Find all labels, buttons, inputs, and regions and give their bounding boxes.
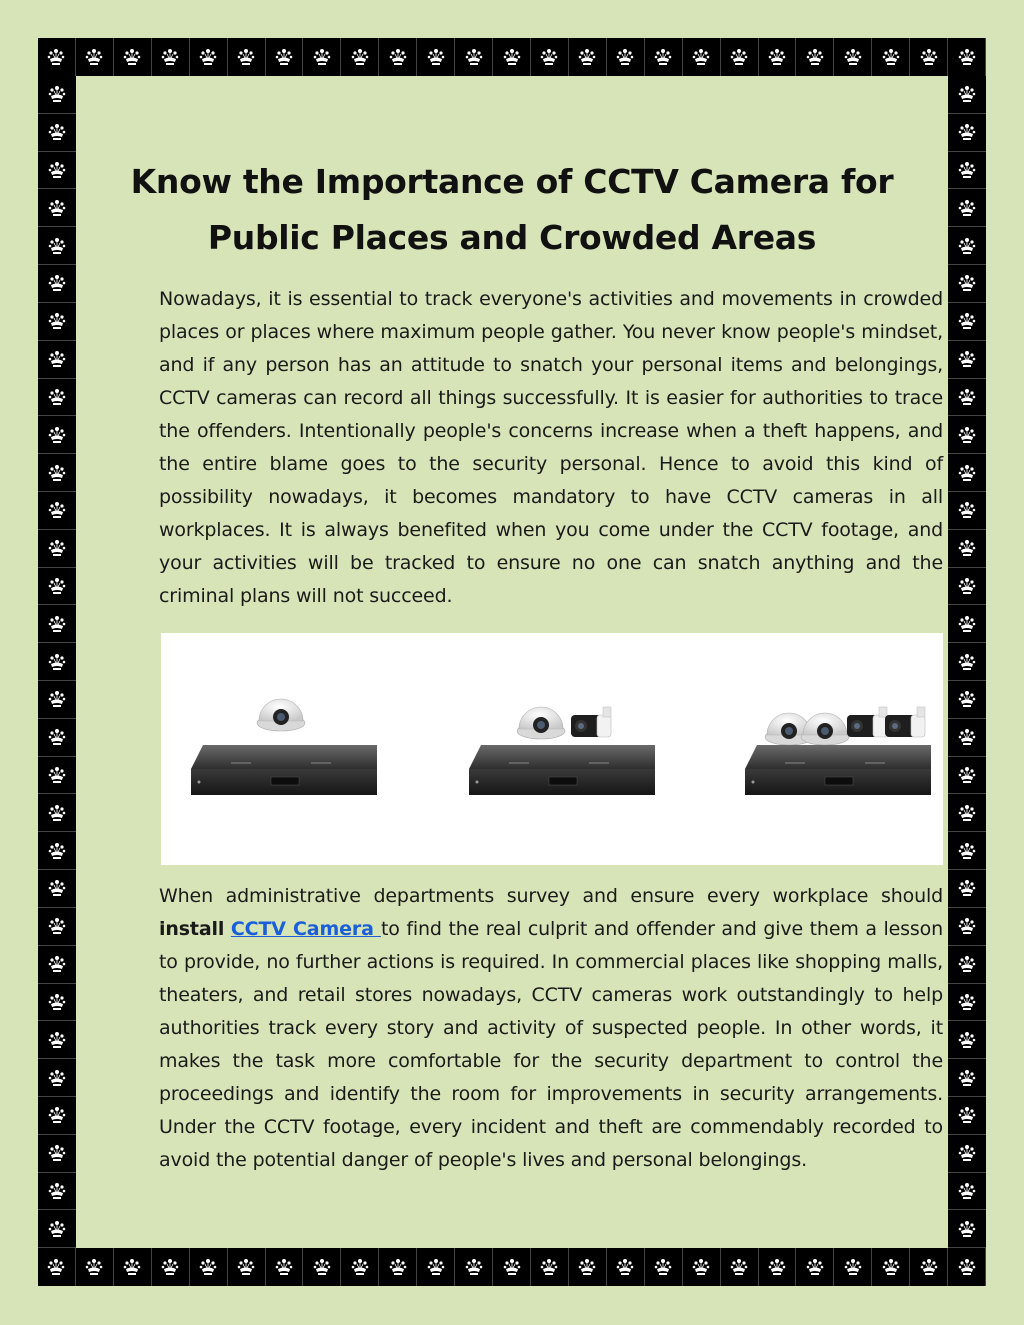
ornamental-flower-icon — [948, 454, 986, 492]
border-bottom — [38, 1248, 986, 1286]
cctv-dvr-kits-image — [161, 633, 943, 865]
ornamental-flower-icon — [834, 38, 872, 76]
page-title — [76, 154, 948, 266]
paragraph-install-intro: When administrative departments survey and ensure every workplace should — [159, 885, 943, 907]
paragraph-install-rest: to find the real culprit and offender and give them a lesson to provide, no further actions is required. In commercial places like shopping malls, theaters, and retail stores nowadays, CCTV cameras work outstandingly to help authorities track every story and activity of suspected people. In other words, it makes the task more comfortable for the security department to control the proceedings and identify the room for improvements in security arrangements. Under the CCTV footage, every incident and theft are commendably recorded to avoid the potential danger of people's lives and personal belongings. — [159, 918, 943, 1171]
ornamental-flower-icon — [948, 1135, 986, 1173]
ornamental-flower-icon — [948, 832, 986, 870]
ornamental-flower-icon — [834, 1248, 872, 1286]
ornamental-flower-icon — [38, 1097, 76, 1135]
ornamental-flower-icon — [341, 38, 379, 76]
ornamental-flower-icon — [948, 719, 986, 757]
ornamental-flower-icon — [38, 38, 76, 76]
ornamental-flower-icon — [948, 227, 986, 265]
ornamental-flower-icon — [38, 1135, 76, 1173]
border-top — [38, 38, 986, 76]
ornamental-flower-icon — [38, 1210, 76, 1248]
border-right — [948, 76, 986, 1248]
ornamental-flower-icon — [38, 114, 76, 152]
ornamental-flower-icon — [152, 1248, 190, 1286]
ornamental-flower-icon — [152, 38, 190, 76]
ornamental-flower-icon — [948, 530, 986, 568]
ornamental-flower-icon — [721, 38, 759, 76]
ornamental-flower-icon — [38, 265, 76, 303]
ornamental-flower-icon — [759, 38, 797, 76]
ornamental-flower-icon — [38, 341, 76, 379]
ornamental-flower-icon — [796, 1248, 834, 1286]
ornamental-flower-icon — [417, 38, 455, 76]
ornamental-flower-icon — [38, 643, 76, 681]
ornamental-flower-icon — [76, 38, 114, 76]
ornamental-flower-icon — [493, 1248, 531, 1286]
ornamental-flower-icon — [948, 303, 986, 341]
ornamental-flower-icon — [721, 1248, 759, 1286]
ornamental-flower-icon — [948, 76, 986, 114]
ornamental-flower-icon — [38, 492, 76, 530]
ornamental-flower-icon — [948, 189, 986, 227]
cctv-kits-photo — [161, 633, 943, 865]
ornamental-flower-icon — [38, 1248, 76, 1286]
ornamental-flower-icon — [38, 681, 76, 719]
ornamental-flower-icon — [948, 416, 986, 454]
ornamental-flower-icon — [190, 1248, 228, 1286]
ornamental-flower-icon — [872, 1248, 910, 1286]
ornamental-flower-icon — [417, 1248, 455, 1286]
ornamental-flower-icon — [38, 719, 76, 757]
ornamental-flower-icon — [948, 605, 986, 643]
ornamental-flower-icon — [948, 757, 986, 795]
ornamental-flower-icon — [38, 946, 76, 984]
ornamental-flower-icon — [38, 605, 76, 643]
decorative-border — [38, 38, 986, 1286]
ornamental-flower-icon — [948, 946, 986, 984]
ornamental-flower-icon — [948, 492, 986, 530]
ornamental-flower-icon — [569, 1248, 607, 1286]
border-left — [38, 76, 76, 1248]
install-word: install — [159, 918, 225, 940]
ornamental-flower-icon — [38, 908, 76, 946]
ornamental-flower-icon — [948, 984, 986, 1022]
ornamental-flower-icon — [948, 1210, 986, 1248]
ornamental-flower-icon — [645, 1248, 683, 1286]
ornamental-flower-icon — [455, 1248, 493, 1286]
ornamental-flower-icon — [38, 303, 76, 341]
ornamental-flower-icon — [910, 1248, 948, 1286]
ornamental-flower-icon — [531, 38, 569, 76]
ornamental-flower-icon — [76, 1248, 114, 1286]
ornamental-flower-icon — [948, 794, 986, 832]
ornamental-flower-icon — [948, 1097, 986, 1135]
ornamental-flower-icon — [38, 870, 76, 908]
paragraph-intro: Nowadays, it is essential to track everyone's activities and movements in crowded places or places where maximum people gather. You never know people's mindset, and if any person has an attitude to snatch your personal items and belongings, CCTV cameras can record all things successfully. It is easier for authorities to trace the offenders. Intentionally people's concerns increase when a theft happens, and the entire blame goes to the security personal. Hence to avoid this kind of possibility nowadays, it becomes mandatory to have CCTV cameras in all workplaces. It is always benefited when you come under the CCTV footage, and your activities will be tracked to ensure no one can snatch anything and the criminal plans will not succeed. — [159, 288, 943, 607]
ornamental-flower-icon — [114, 1248, 152, 1286]
ornamental-flower-icon — [266, 38, 304, 76]
ornamental-flower-icon — [38, 757, 76, 795]
ornamental-flower-icon — [948, 1248, 986, 1286]
ornamental-flower-icon — [38, 568, 76, 606]
ornamental-flower-icon — [948, 1173, 986, 1211]
ornamental-flower-icon — [38, 189, 76, 227]
ornamental-flower-icon — [910, 38, 948, 76]
ornamental-flower-icon — [948, 681, 986, 719]
ornamental-flower-icon — [114, 38, 152, 76]
ornamental-flower-icon — [38, 152, 76, 190]
ornamental-flower-icon — [38, 1021, 76, 1059]
ornamental-flower-icon — [228, 1248, 266, 1286]
ornamental-flower-icon — [303, 1248, 341, 1286]
ornamental-flower-icon — [38, 832, 76, 870]
ornamental-flower-icon — [948, 1021, 986, 1059]
page-content — [76, 76, 948, 1248]
ornamental-flower-icon — [948, 341, 986, 379]
ornamental-flower-icon — [38, 794, 76, 832]
ornamental-flower-icon — [38, 454, 76, 492]
title-line-2: Public Places and Crowded Areas — [207, 218, 817, 257]
ornamental-flower-icon — [38, 416, 76, 454]
ornamental-flower-icon — [38, 76, 76, 114]
ornamental-flower-icon — [569, 38, 607, 76]
ornamental-flower-icon — [796, 38, 834, 76]
ornamental-flower-icon — [228, 38, 266, 76]
ornamental-flower-icon — [38, 984, 76, 1022]
ornamental-flower-icon — [759, 1248, 797, 1286]
ornamental-flower-icon — [38, 1059, 76, 1097]
ornamental-flower-icon — [948, 870, 986, 908]
ornamental-flower-icon — [303, 38, 341, 76]
ornamental-flower-icon — [948, 379, 986, 417]
ornamental-flower-icon — [341, 1248, 379, 1286]
ornamental-flower-icon — [683, 38, 721, 76]
ornamental-flower-icon — [948, 152, 986, 190]
ornamental-flower-icon — [190, 38, 228, 76]
ornamental-flower-icon — [948, 908, 986, 946]
ornamental-flower-icon — [607, 38, 645, 76]
ornamental-flower-icon — [683, 1248, 721, 1286]
paragraph-install — [159, 880, 943, 1177]
cctv-camera-link[interactable]: CCTV Camera — [230, 918, 381, 940]
title-line-1: Know the Importance of CCTV Camera for — [130, 162, 894, 201]
ornamental-flower-icon — [266, 1248, 304, 1286]
ornamental-flower-icon — [38, 530, 76, 568]
ornamental-flower-icon — [948, 1059, 986, 1097]
ornamental-flower-icon — [38, 227, 76, 265]
ornamental-flower-icon — [455, 38, 493, 76]
ornamental-flower-icon — [645, 38, 683, 76]
ornamental-flower-icon — [948, 265, 986, 303]
ornamental-flower-icon — [948, 38, 986, 76]
ornamental-flower-icon — [379, 38, 417, 76]
ornamental-flower-icon — [531, 1248, 569, 1286]
ornamental-flower-icon — [379, 1248, 417, 1286]
ornamental-flower-icon — [38, 1173, 76, 1211]
ornamental-flower-icon — [493, 38, 531, 76]
ornamental-flower-icon — [948, 643, 986, 681]
ornamental-flower-icon — [607, 1248, 645, 1286]
ornamental-flower-icon — [948, 114, 986, 152]
ornamental-flower-icon — [948, 568, 986, 606]
ornamental-flower-icon — [38, 379, 76, 417]
ornamental-flower-icon — [872, 38, 910, 76]
